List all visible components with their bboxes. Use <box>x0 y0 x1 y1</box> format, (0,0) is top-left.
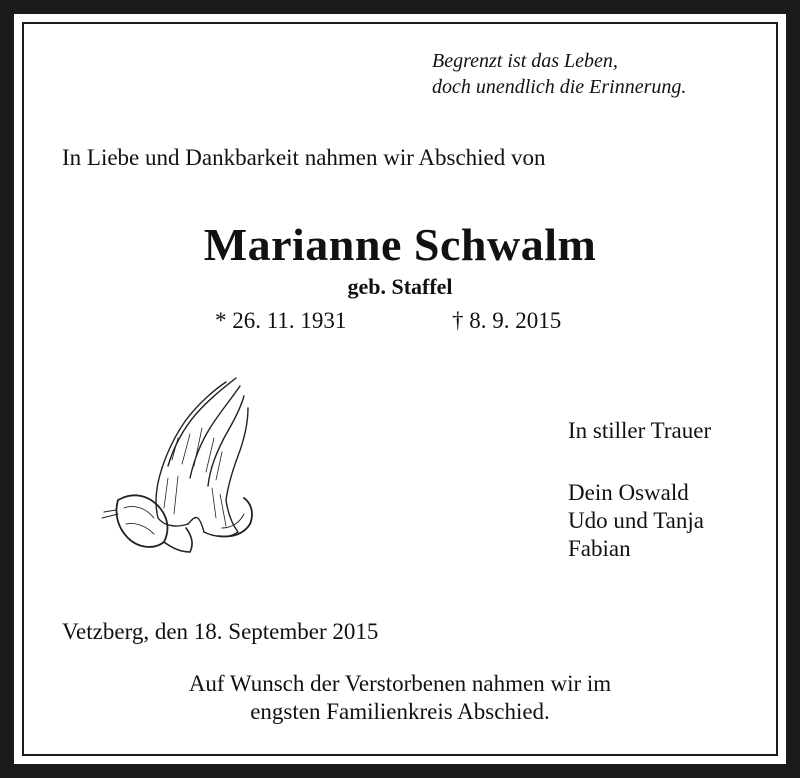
birth-date: * 26. 11. 1931 <box>215 308 347 333</box>
mourner-name: Fabian <box>568 536 631 561</box>
deceased-name: Marianne Schwalm <box>203 219 597 270</box>
memorial-quote <box>432 48 686 100</box>
quote-line-1: Begrenzt ist das Leben, <box>432 50 618 72</box>
mourner-name: Udo und Tanja <box>568 508 704 533</box>
closing-note <box>0 670 800 726</box>
mourning-heading: In stiller Trauer <box>568 418 712 443</box>
birth-name: geb. Staffel <box>347 274 453 299</box>
praying-hands-icon <box>98 368 258 568</box>
intro-text: In Liebe und Dankbarkeit nahmen wir Abschied von <box>62 145 546 170</box>
closing-line-1: Auf Wunsch der Verstorbenen nahmen wir im <box>188 671 612 696</box>
quote-line-2: doch unendlich die Erinnerung. <box>432 76 687 98</box>
place-and-date: Vetzberg, den 18. September 2015 <box>62 619 379 644</box>
death-date: † 8. 9. 2015 <box>452 308 562 333</box>
mourner-list <box>568 479 704 563</box>
mourner-name: Dein Oswald <box>568 480 689 505</box>
closing-line-2: engsten Familienkreis Abschied. <box>250 699 550 724</box>
